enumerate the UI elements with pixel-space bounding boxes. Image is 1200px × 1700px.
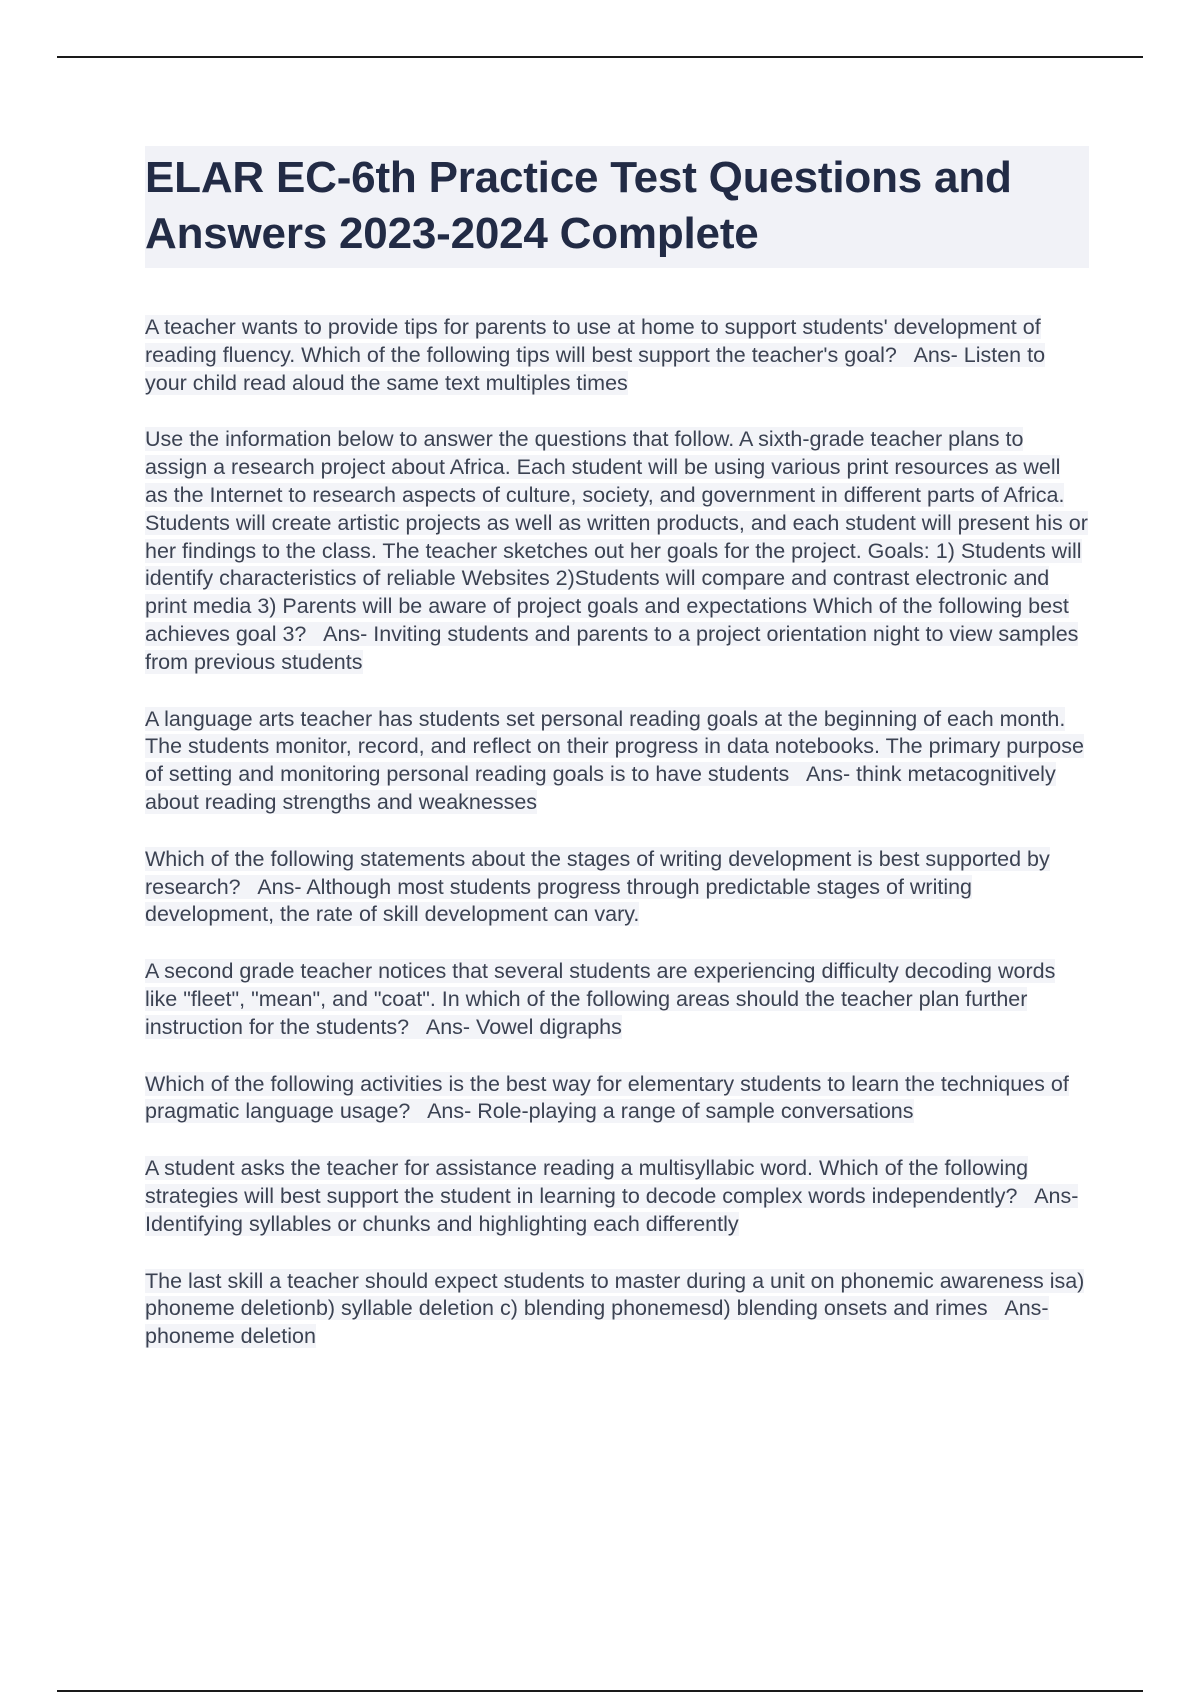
qa-item-3: [145, 706, 1089, 817]
question-text: A student asks the teacher for assistance reading a multisyllabic word. Which of the following strategies will best support the student in learning to decode complex words independently?: [145, 1156, 1029, 1208]
answer-text: Ans- Inviting students and parents to a project orientation night to view samples from previous students: [145, 621, 1079, 674]
qa-list: [145, 314, 1089, 1380]
qa-item-2: [145, 426, 1089, 676]
question-text: The last skill a teacher should expect students to master during a unit on phonemic awareness isa) phoneme deletionb) syllable deletion c) blending phonemesd) blending onsets and rimes: [145, 1268, 1085, 1321]
answer-text: Ans- Although most students progress through predictable stages of writing development, the rate of skill development can vary.: [145, 874, 973, 927]
qa-item-8: [145, 1268, 1089, 1351]
top-divider: [57, 56, 1143, 58]
answer-text: Ans- Listen to your child read aloud the same text multiples times: [145, 342, 1046, 395]
bottom-divider: [57, 1690, 1143, 1692]
answer-text: Ans- Identifying syllables or chunks and highlighting each differently: [145, 1183, 1079, 1236]
answer-text: Ans- Role-playing a range of sample conversations: [427, 1099, 914, 1124]
answer-text: Ans- phoneme deletion: [145, 1296, 1049, 1349]
question-text: A second grade teacher notices that several students are experiencing difficulty decoding words like "fleet", "mean", and "coat". In which of the following areas should the teacher plan further instruction for the students?: [145, 959, 1056, 1039]
qa-item-6: [145, 1071, 1089, 1127]
question-text: Which of the following activities is the best way for elementary students to learn the techniques of pragmatic language usage?: [145, 1071, 1069, 1124]
page-title: ELAR EC-6th Practice Test Questions and Answers 2023-2024 Complete: [145, 153, 1012, 258]
question-text: A teacher wants to provide tips for parents to use at home to support students' development of reading fluency. Which of the following tips will best support the teacher's goal?: [145, 315, 1041, 367]
answer-text: Ans- think metacognitively about reading strengths and weaknesses: [145, 762, 1056, 814]
qa-item-4: [145, 846, 1089, 929]
answer-text: Ans- Vowel digraphs: [425, 1014, 622, 1039]
title-block: [145, 146, 1089, 268]
question-text: Use the information below to answer the questions that follow. A sixth-grade teacher plans to assign a research project about Africa. Each student will be using various print resources as well as the Internet to research aspects of culture, society, and government in different parts of Africa. Students will create artistic projects as well as written products, and each student will present his or her findings to the class. The teacher sketches out her goals for the project. Goals: 1) Students will identify characteristics of reliable Websites 2)Students will compare and contrast electronic and print media 3) Parents will be aware of project goals and expectations Which of the following best achieves goal 3?: [145, 427, 1088, 646]
question-text: Which of the following statements about the stages of writing development is best supported by research?: [145, 846, 1050, 899]
qa-item-5: [145, 958, 1089, 1041]
question-text: A language arts teacher has students set personal reading goals at the beginning of each month. The students monitor, record, and reflect on their progress in data notebooks. The primary purpose of setting and monitoring personal reading goals is to have students: [145, 706, 1084, 787]
qa-item-1: [145, 314, 1089, 397]
qa-item-7: [145, 1155, 1089, 1238]
